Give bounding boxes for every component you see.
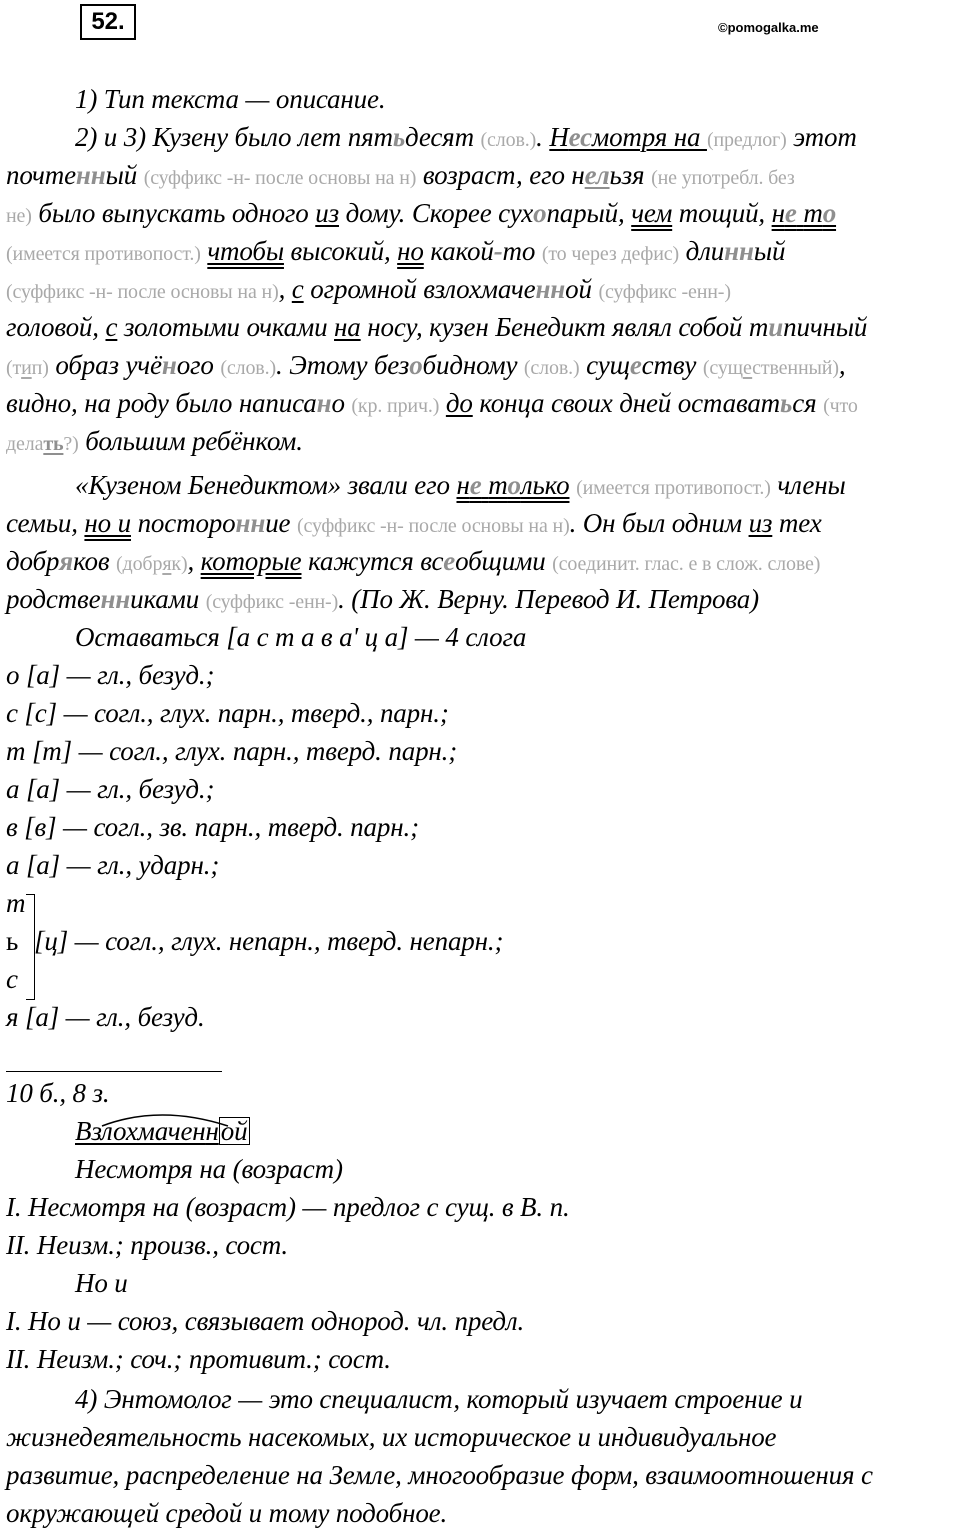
exercise-number: 52. <box>80 4 136 40</box>
phonetic-row: т [т] — согл., глух. парн., тверд. парн.; <box>6 736 458 766</box>
paragraph3-line3: добряков (добряк), которые кажутся всеобщими (соединит. глас. е в слож. слове) <box>6 546 821 576</box>
paragraph4-line3: развитие, распределение на Земле, многообразие форм, взаимоотношения с <box>6 1460 873 1490</box>
phrase2-line-ii: II. Неизм.; соч.; противит.; сост. <box>6 1344 391 1374</box>
phonetic-group-s: с <box>6 964 18 994</box>
paragraph3-line4: родственниками (суффикс -енн-). (По Ж. Верну. Перевод И. Петрова) <box>6 584 759 614</box>
site-watermark: ©pomogalka.me <box>718 20 819 35</box>
phonetic-group-soft-sign: ь <box>6 926 19 956</box>
phrase1-title: Несмотря на (возраст) <box>75 1154 343 1184</box>
paragraph3-line1: «Кузеном Бенедиктом» звали его не только (имеется противопост.) члены <box>75 470 846 500</box>
paragraph2-line7: (тип) образ учёного (слов.). Этому безобидному (слов.) существу (существенный), <box>6 350 846 380</box>
phonetic-bracket <box>26 894 35 1000</box>
paragraph2-line9: делать?) большим ребёнком. <box>6 426 303 456</box>
morphemic-word: Взлохмаченной <box>75 1116 248 1146</box>
phonetic-row: в [в] — согл., зв. парн., тверд. парн.; <box>6 812 419 842</box>
underlined-preposition: Несмотря на <box>549 122 707 152</box>
paragraph2-line4: (имеется противопост.) чтобы высокий, но какой-то (то через дефис) длинный <box>6 236 786 266</box>
phonetic-row: с [с] — согл., глух. парн., тверд., парн.; <box>6 698 449 728</box>
paragraph3-line2: семьи, но и посторонние (суффикс -н- после основы на н). Он был одним из тех <box>6 508 822 538</box>
phonetic-row: а [а] — гл., ударн.; <box>6 850 220 880</box>
phonetic-group-text: [ц] — согл., глух. непарн., тверд. непарн.; <box>34 926 504 956</box>
letter-sound-count: 10 б., 8 з. <box>6 1078 110 1108</box>
paragraph4-line4: окружающей средой и тому подобное. <box>6 1498 448 1528</box>
ending-box: ой <box>220 1116 248 1146</box>
phrase2-line-i: I. Но и — союз, связывает однород. чл. предл. <box>6 1306 525 1336</box>
paragraph4-line1: 4) Энтомолог — это специалист, который изучает строение и <box>75 1384 803 1414</box>
phonetic-row: о [а] — гл., безуд.; <box>6 660 215 690</box>
phonetic-title: Оставаться [а с т а в а' ц а] — 4 слога <box>75 622 527 652</box>
phrase2-title: Но и <box>75 1268 128 1298</box>
paragraph4-line2: жизнедеятельность насекомых, их историческое и индивидуальное <box>6 1422 777 1452</box>
footnote-divider <box>6 1071 222 1072</box>
paragraph2-line1: 2) и 3) Кузену было лет пятьдесят (слов.). Несмотря на (предлог) этот <box>75 122 857 152</box>
paragraph2-line6: головой, с золотыми очками на носу, кузен Бенедикт являл собой типичный <box>6 312 868 342</box>
text-type-line: 1) Тип текста — описание. <box>75 84 386 114</box>
paragraph2-line2: почтенный (суффикс -н- после основы на н) возраст, его нельзя (не употребл. без <box>6 160 795 190</box>
paragraph2-line5: (суффикс -н- после основы на н), с огромной взлохмаченной (суффикс -енн-) <box>6 274 731 304</box>
phrase1-line-i: I. Несмотря на (возраст) — предлог с сущ. в В. п. <box>6 1192 570 1222</box>
paragraph2-line8: видно, на роду было написано (кр. прич.) до конца своих дней оставаться (что <box>6 388 858 418</box>
phonetic-group-t: т <box>6 888 26 918</box>
phrase1-line-ii: II. Неизм.; произв., сост. <box>6 1230 289 1260</box>
phonetic-row-last: я [а] — гл., безуд. <box>6 1002 205 1032</box>
phonetic-row: а [а] — гл., безуд.; <box>6 774 215 804</box>
paragraph2-line3: не) было выпускать одного из дому. Скорее сухопарый, чем тощий, не то <box>6 198 837 228</box>
